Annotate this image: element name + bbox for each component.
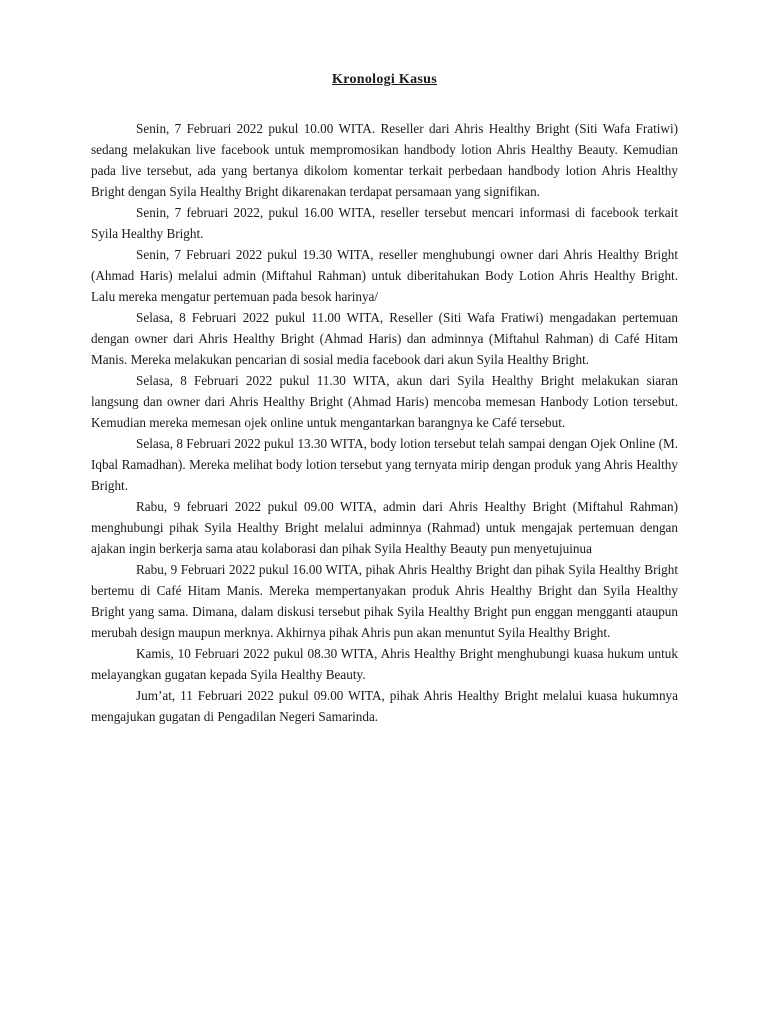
- paragraph-3: Senin, 7 Februari 2022 pukul 19.30 WITA, reseller menghubungi owner dari Ahris Healthy Bright (Ahmad Haris) melalui admin (Miftahul Rahman) untuk diberitahukan Body Lotion Ahris Healthy Bright. Lalu mereka mengatur pertemuan pada besok harinya/: [91, 247, 678, 304]
- paragraph-1: Senin, 7 Februari 2022 pukul 10.00 WITA. Reseller dari Ahris Healthy Bright (Siti Wafa Fratiwi) sedang melakukan live facebook untuk mempromosikan handbody lotion Ahris Healthy Beauty. Kemudian pada live tersebut, ada yang bertanya dikolom komentar terkait perbedaan handbody lotion Ahris Healthy Bright dengan Syila Healthy Bright dikarenakan terdapat persamaan yang signifikan.: [91, 121, 678, 199]
- paragraph-8: Rabu, 9 Februari 2022 pukul 16.00 WITA, pihak Ahris Healthy Bright dan pihak Syila Healthy Bright bertemu di Café Hitam Manis. Mereka mempertanyakan produk Ahris Healthy Bright dan Syila Healthy Bright yang sama. Dimana, dalam diskusi tersebut pihak Syila Healthy Bright pun enggan mengganti ataupun merubah design maupun merknya. Akhirnya pihak Ahris pun akan menuntut Syila Healthy Bright.: [91, 562, 678, 640]
- paragraph-9: Kamis, 10 Februari 2022 pukul 08.30 WITA, Ahris Healthy Bright menghubungi kuasa hukum untuk melayangkan gugatan kepada Syila Healthy Beauty.: [91, 646, 678, 682]
- paragraph-4: Selasa, 8 Februari 2022 pukul 11.00 WITA, Reseller (Siti Wafa Fratiwi) mengadakan pertemuan dengan owner dari Ahris Healthy Bright (Ahmad Haris) dan adminnya (Miftahul Rahman) di Café Hitam Manis. Mereka melakukan pencarian di sosial media facebook dari akun Syila Healthy Bright.: [91, 310, 678, 367]
- paragraph-6: Selasa, 8 Februari 2022 pukul 13.30 WITA, body lotion tersebut telah sampai dengan Ojek Online (M. Iqbal Ramadhan). Mereka melihat body lotion tersebut yang ternyata mirip dengan produk yang Ahris Healthy Bright.: [91, 436, 678, 493]
- paragraph-2: Senin, 7 februari 2022, pukul 16.00 WITA, reseller tersebut mencari informasi di facebook terkait Syila Healthy Bright.: [91, 205, 678, 241]
- paragraph-7: Rabu, 9 februari 2022 pukul 09.00 WITA, admin dari Ahris Healthy Bright (Miftahul Rahman) menghubungi pihak Syila Healthy Bright melalui adminnya (Rahmad) untuk mengajak pertemuan dengan ajakan ingin berkerja sama atau kolaborasi dan pihak Syila Healthy Beauty pun menyetujuinua: [91, 499, 678, 556]
- paragraph-5: Selasa, 8 Februari 2022 pukul 11.30 WITA, akun dari Syila Healthy Bright melakukan siaran langsung dan owner dari Ahris Healthy Bright (Ahmad Haris) mencoba memesan Hanbody Lotion tersebut. Kemudian mereka memesan ojek online untuk mengantarkan barangnya ke Café tersebut.: [91, 373, 678, 430]
- paragraph-10: Jum’at, 11 Februari 2022 pukul 09.00 WITA, pihak Ahris Healthy Bright melalui kuasa hukumnya mengajukan gugatan di Pengadilan Negeri Samarinda.: [91, 688, 678, 724]
- document-title: Kronologi Kasus: [332, 72, 437, 87]
- document-page: [91, 66, 678, 727]
